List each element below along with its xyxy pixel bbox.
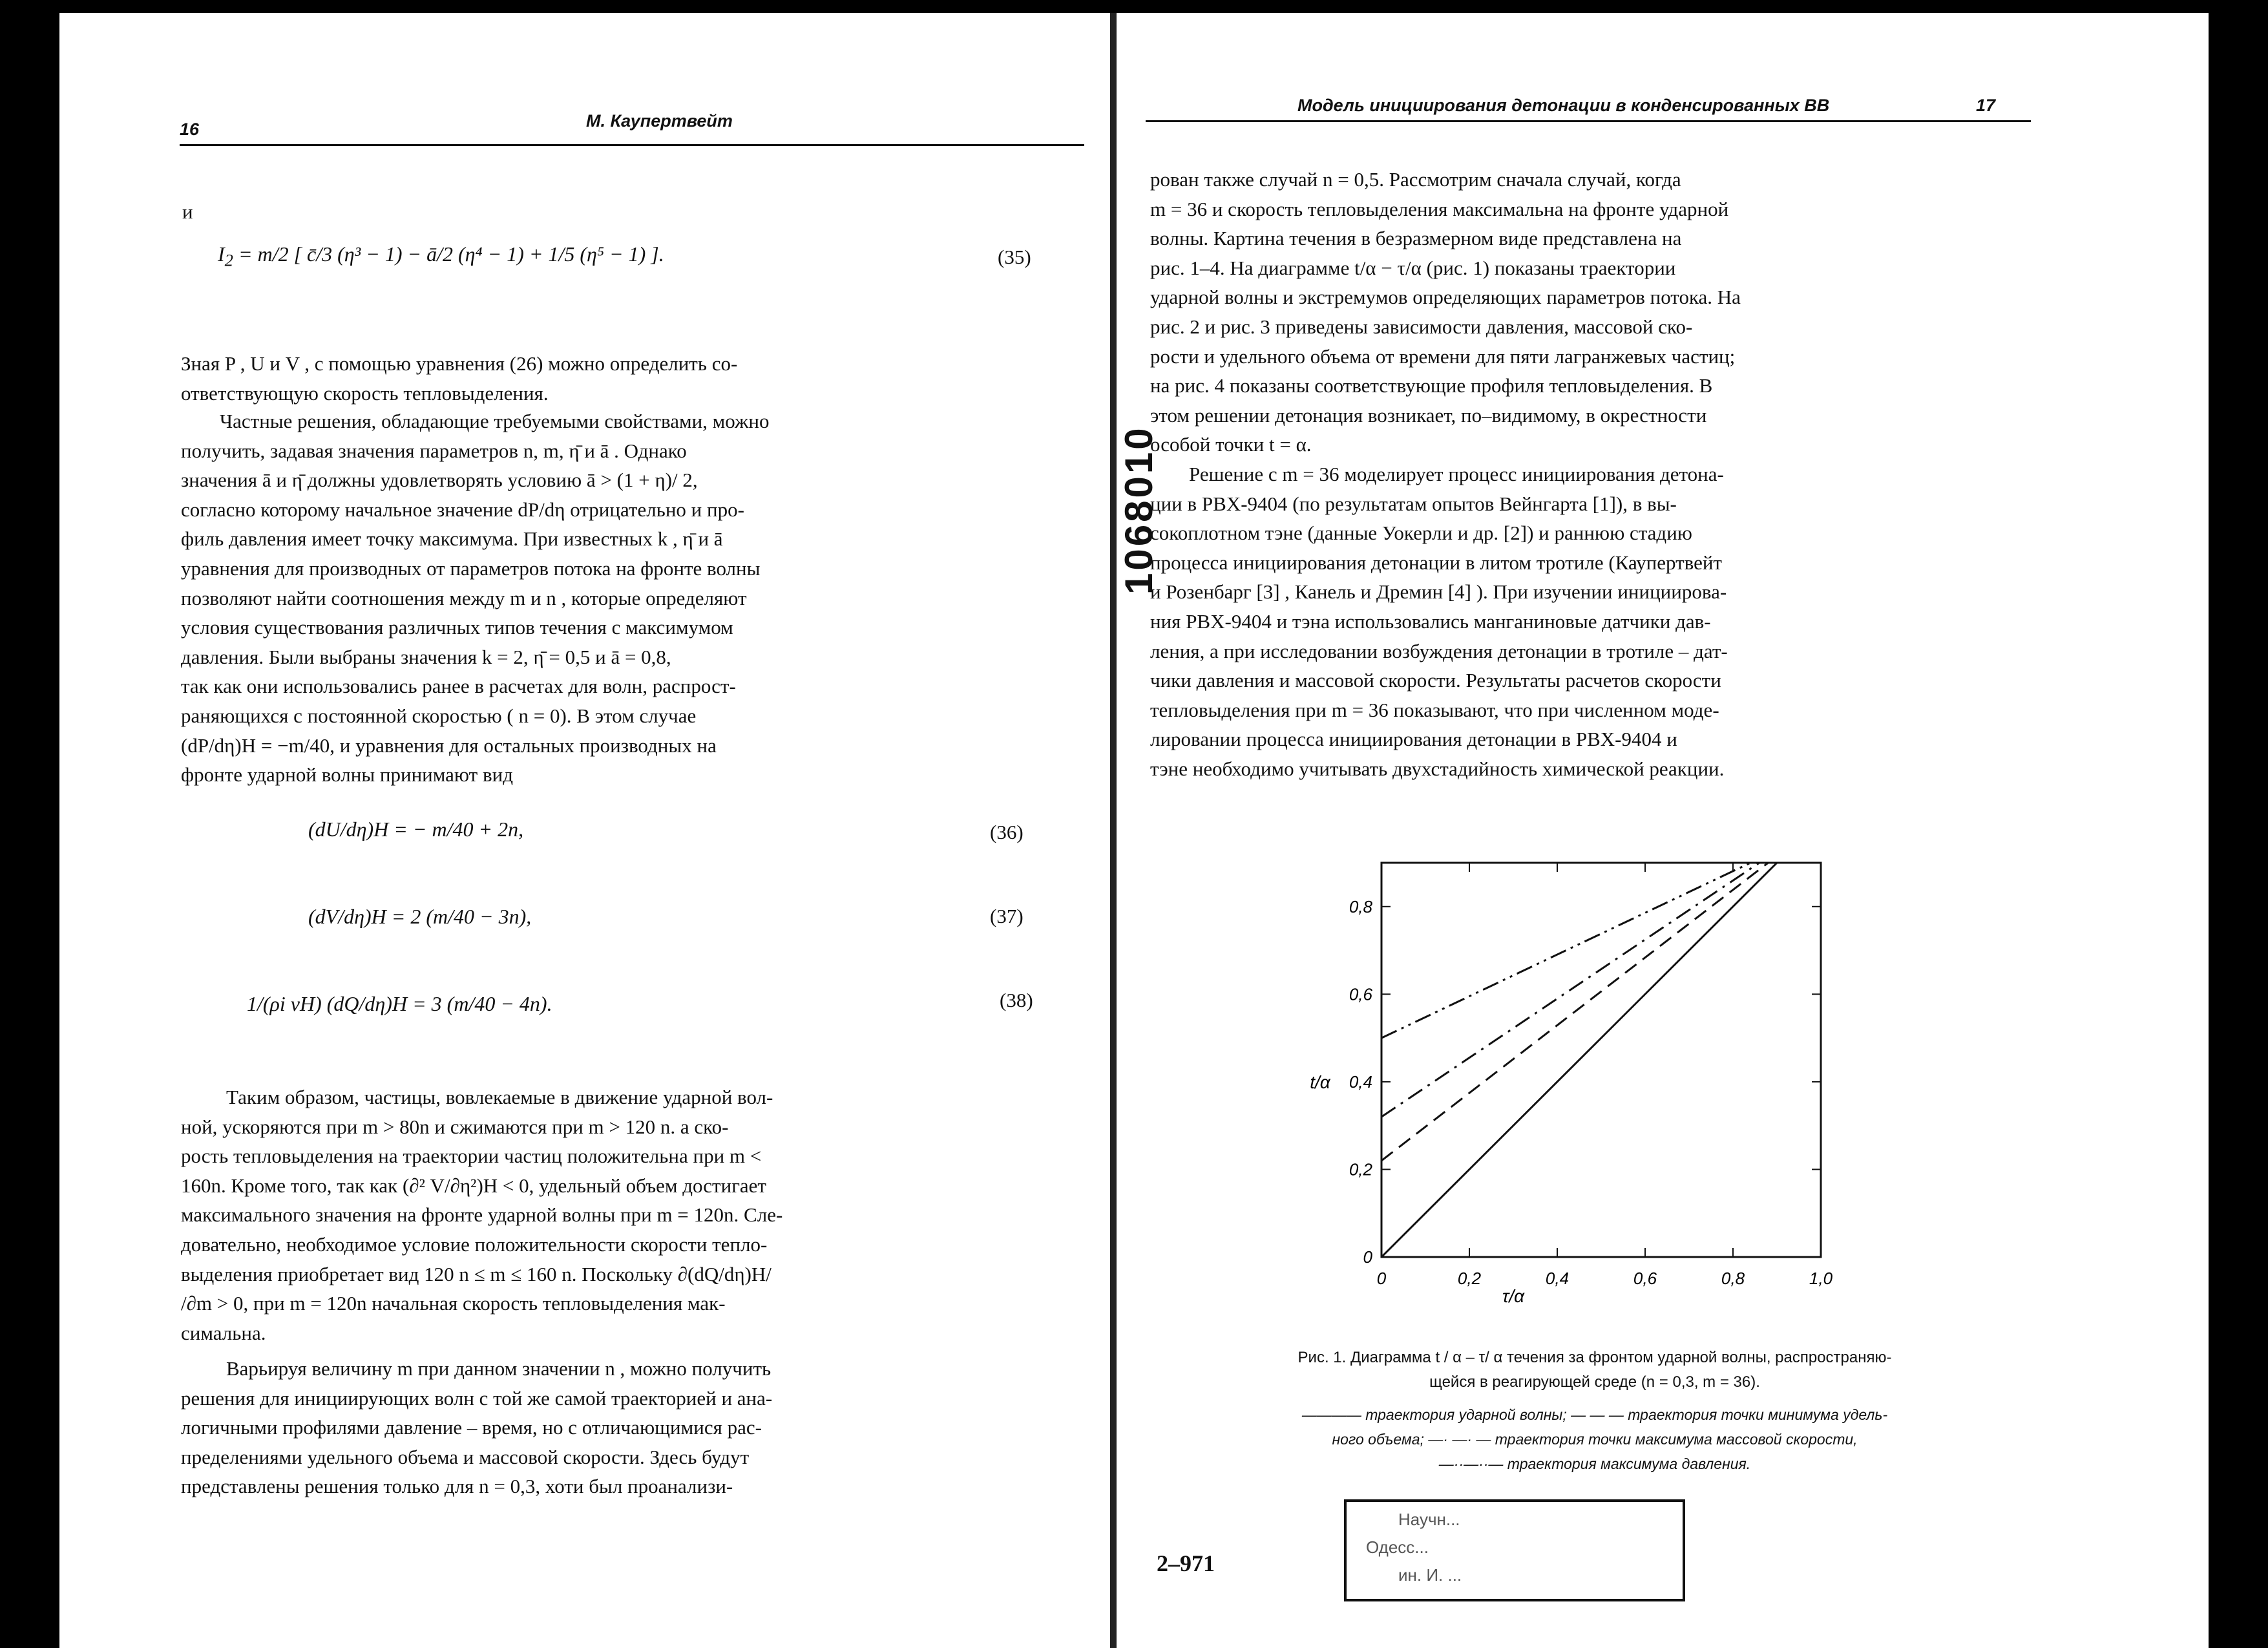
text-line: согласно которому начальное значение dP/dη отрицательно и про- bbox=[181, 498, 744, 521]
x-axis-label: τ/α bbox=[1502, 1286, 1525, 1306]
x-tick-label: 0,6 bbox=[1633, 1269, 1657, 1288]
right-page bbox=[1117, 13, 2209, 1648]
text-line: ной, ускоряются при m > 80n и сжимаются при m > 120 n. а ско- bbox=[181, 1115, 729, 1138]
text-line: (dP/dη)H = −m/40, и уравнения для остальных производных на bbox=[181, 734, 717, 757]
text-line: Решение с m = 36 моделирует процесс инициирования детона- bbox=[1189, 463, 1724, 485]
text-line: представлены решения только для n = 0,3, хоти был проанализи- bbox=[181, 1475, 733, 1498]
y-tick-label: 0,6 bbox=[1349, 984, 1372, 1004]
y-axis-label: t/α bbox=[1310, 1072, 1330, 1092]
text-line: так как они использовались ранее в расчетах для волн, распрост- bbox=[181, 675, 736, 698]
text-line: m = 36 и скорость тепловыделения максимальна на фронте ударной bbox=[1150, 197, 1729, 220]
series-line bbox=[1381, 863, 1777, 1257]
x-tick-label: 1,0 bbox=[1809, 1269, 1833, 1288]
text-line: выделения приобретает вид 120 n ≤ m ≤ 160 n. Поскольку ∂(dQ/dη)H/ bbox=[181, 1262, 772, 1285]
equation-37-number: (37) bbox=[990, 905, 1024, 927]
equation-38: 1/(ρi vH) (dQ/dη)H = 3 (m/40 − 4n). bbox=[247, 992, 552, 1015]
text-line: волны. Картина течения в безразмерном виде представлена на bbox=[1150, 227, 1682, 250]
text-line: решения для инициирующих волн с той же самой траекторией и ана- bbox=[181, 1386, 773, 1410]
plot-frame bbox=[1381, 863, 1821, 1257]
series-line bbox=[1381, 863, 1768, 1161]
series-line bbox=[1381, 863, 1750, 1038]
text-line: Таким образом, частицы, вовлекаемые в движение ударной вол- bbox=[226, 1086, 773, 1108]
text-line: ответствующую скорость тепловыделения. bbox=[181, 381, 549, 405]
eq35-sub: 2 bbox=[224, 250, 233, 270]
text-line: получить, задавая значения параметров n, m, η̄ и ā . Однако bbox=[181, 439, 687, 462]
right-paragraph-2 bbox=[1150, 460, 2022, 784]
page-number-left: 16 bbox=[180, 120, 200, 139]
text-line: филь давления имеет точку максимума. При известных k , η̄ и ā bbox=[181, 527, 723, 551]
eq35-body: = m/2 [ c̄/3 (η³ − 1) − ā/2 (η⁴ − 1) + 1/5 (η⁵ − 1) ]. bbox=[238, 242, 664, 266]
stamp-line: Одесс... bbox=[1366, 1537, 1429, 1557]
text-line: /∂m > 0, при m = 120n начальная скорость тепловыделения мак- bbox=[181, 1292, 726, 1315]
equation-37: (dV/dη)H = 2 (m/40 − 3n), bbox=[308, 905, 532, 928]
text-line: логичными профилями давление – время, но с отличающимися рас- bbox=[181, 1416, 762, 1439]
signature-mark: 2–971 bbox=[1157, 1550, 1215, 1576]
margin-catalog-number: 1068010 bbox=[1117, 425, 1160, 595]
text-line: давления. Были выбраны значения k = 2, η̄ = 0,5 и ā = 0,8, bbox=[181, 645, 671, 668]
text-line: чики давления и массовой скорости. Результаты расчетов скорости bbox=[1150, 669, 1721, 692]
book-spine bbox=[1110, 13, 1117, 1648]
header-rule-left bbox=[180, 144, 1084, 146]
y-tick-label: 0 bbox=[1363, 1247, 1372, 1267]
right-paragraph-1 bbox=[1150, 165, 2022, 460]
text-line: тэне необходимо учитывать двухстадийность химической реакции. bbox=[1150, 757, 1725, 780]
text-line: этом решении детонация возникает, по–видимому, в окрестности bbox=[1150, 403, 1707, 427]
text-line: пределениями удельного объема и массовой скорости. Здесь будут bbox=[181, 1445, 750, 1468]
equation-35 bbox=[218, 242, 664, 270]
text-line: лировании процесса инициирования детонации в PBX-9404 и bbox=[1150, 728, 1677, 751]
legend-line: ———— траектория ударной волны; — — — траектория точки минимума удель- bbox=[1301, 1406, 1888, 1423]
caption-line: Рис. 1. Диаграмма t / α – τ/ α течения за фронтом ударной волны, распространяю- bbox=[1297, 1349, 1892, 1366]
running-head-left: М. Каупертвейт bbox=[586, 111, 733, 131]
text-line: тепловыделения при m = 36 показывают, что при численном моде- bbox=[1150, 698, 1719, 721]
text-line: и Розенбарг [3] , Канель и Дремин [4] ). При изучении инициирова- bbox=[1150, 580, 1727, 604]
intro-word: и bbox=[182, 200, 193, 223]
text-line: фронте ударной волны принимают вид bbox=[181, 763, 513, 787]
text-line: особой точки t = α. bbox=[1150, 433, 1312, 456]
text-line: Варьируя величину m при данном значении n , можно получить bbox=[226, 1357, 772, 1380]
text-line: уравнения для производных от параметров потока на фронте волны bbox=[181, 556, 761, 580]
y-tick-label: 0,4 bbox=[1349, 1072, 1372, 1092]
text-line: ления, а при исследовании возбуждения детонации в тротиле – дат- bbox=[1150, 639, 1728, 662]
text-line: значения ā и η̄ должны удовлетворять условию ā > (1 + η)/ 2, bbox=[181, 469, 698, 492]
figure-1-caption bbox=[1136, 1346, 2053, 1395]
text-line: рость тепловыделения на траектории частиц положительна при m < bbox=[181, 1145, 762, 1168]
text-line: Зная P , U и V , с помощью уравнения (26) можно определить со- bbox=[181, 352, 738, 375]
x-tick-label: 0,8 bbox=[1721, 1269, 1745, 1288]
y-tick-label: 0,2 bbox=[1349, 1159, 1372, 1179]
text-line: симальна. bbox=[181, 1321, 266, 1344]
library-stamp bbox=[1344, 1499, 1685, 1601]
stamp-line: Научн... bbox=[1398, 1510, 1460, 1529]
text-line: рости и удельного объема от времени для пяти лагранжевых частиц; bbox=[1150, 344, 1736, 368]
left-paragraph-3 bbox=[181, 1083, 1098, 1347]
x-tick-label: 0,4 bbox=[1545, 1269, 1570, 1288]
y-tick-label: 0,8 bbox=[1349, 896, 1372, 916]
page-number-right: 17 bbox=[1976, 96, 1996, 115]
equation-36-number: (36) bbox=[990, 821, 1024, 843]
figure-1-legend bbox=[1136, 1402, 2053, 1476]
text-line: рован также случай n = 0,5. Рассмотрим сначала случай, когда bbox=[1150, 168, 1681, 191]
text-line: ударной волны и экстремумов определяющих параметров потока. На bbox=[1150, 286, 1741, 309]
text-line: ции в PBX-9404 (по результатам опытов Вейнгарта [1]), в вы- bbox=[1150, 492, 1677, 515]
text-line: рис. 1–4. На диаграмме t/α − τ/α (рис. 1) показаны траектории bbox=[1150, 256, 1676, 279]
caption-line: щейся в реагирующей среде (n = 0,3, m = 36). bbox=[1429, 1373, 1760, 1391]
series-line bbox=[1381, 863, 1759, 1117]
text-line: раняющихся с постоянной скоростью ( n = 0). В этом случае bbox=[181, 704, 697, 727]
text-line: Частные решения, обладающие требуемыми свойствами, можно bbox=[220, 410, 770, 432]
text-line: условия существования различных типов течения с максимумом bbox=[181, 616, 733, 639]
text-line: максимального значения на фронте ударной волны при m = 120n. Сле- bbox=[181, 1203, 783, 1227]
text-line: сокоплотном тэне (данные Уокерли и др. [2]) и раннюю стадию bbox=[1150, 522, 1692, 545]
equation-35-number: (35) bbox=[998, 246, 1031, 268]
text-line: на рис. 4 показаны соответствующие профиля тепловыделения. В bbox=[1150, 374, 1713, 397]
left-page bbox=[59, 13, 1110, 1648]
eq35-lhs: I bbox=[218, 242, 225, 266]
text-line: 160n. Кроме того, так как (∂² V/∂η²)H < 0, удельный объем достигает bbox=[181, 1174, 766, 1197]
x-tick-label: 0 bbox=[1376, 1269, 1387, 1288]
text-line: позволяют найти соотношения между m и n , которые определяют bbox=[181, 586, 747, 609]
stamp-line: ин. И. ... bbox=[1398, 1565, 1462, 1585]
text-line: рис. 2 и рис. 3 приведены зависимости давления, массовой ско- bbox=[1150, 315, 1693, 338]
running-head-right: Модель инициирования детонации в конденсированных ВВ bbox=[1297, 96, 1830, 115]
text-line: довательно, необходимое условие положительности скорости тепло- bbox=[181, 1232, 768, 1256]
header-rule-right bbox=[1146, 120, 2031, 122]
figure-1-chart bbox=[1239, 847, 2015, 1312]
left-paragraph-4 bbox=[181, 1354, 1098, 1501]
x-tick-label: 0,2 bbox=[1457, 1269, 1482, 1288]
left-paragraph-2 bbox=[181, 407, 1089, 790]
text-line: ния PBX-9404 и тэна использовались манганиновые датчики дав- bbox=[1150, 609, 1711, 633]
text-line: процесса инициирования детонации в литом тротиле (Каупертвейт bbox=[1150, 551, 1722, 574]
left-paragraph-1 bbox=[181, 349, 1089, 408]
legend-line: —··—··— траектория максимума давления. bbox=[1438, 1455, 1751, 1472]
equation-36: (dU/dη)H = − m/40 + 2n, bbox=[308, 818, 524, 841]
equation-38-number: (38) bbox=[1000, 989, 1033, 1011]
legend-line: ного объема; —· —· — траектория точки максимума массовой скорости, bbox=[1332, 1431, 1858, 1448]
